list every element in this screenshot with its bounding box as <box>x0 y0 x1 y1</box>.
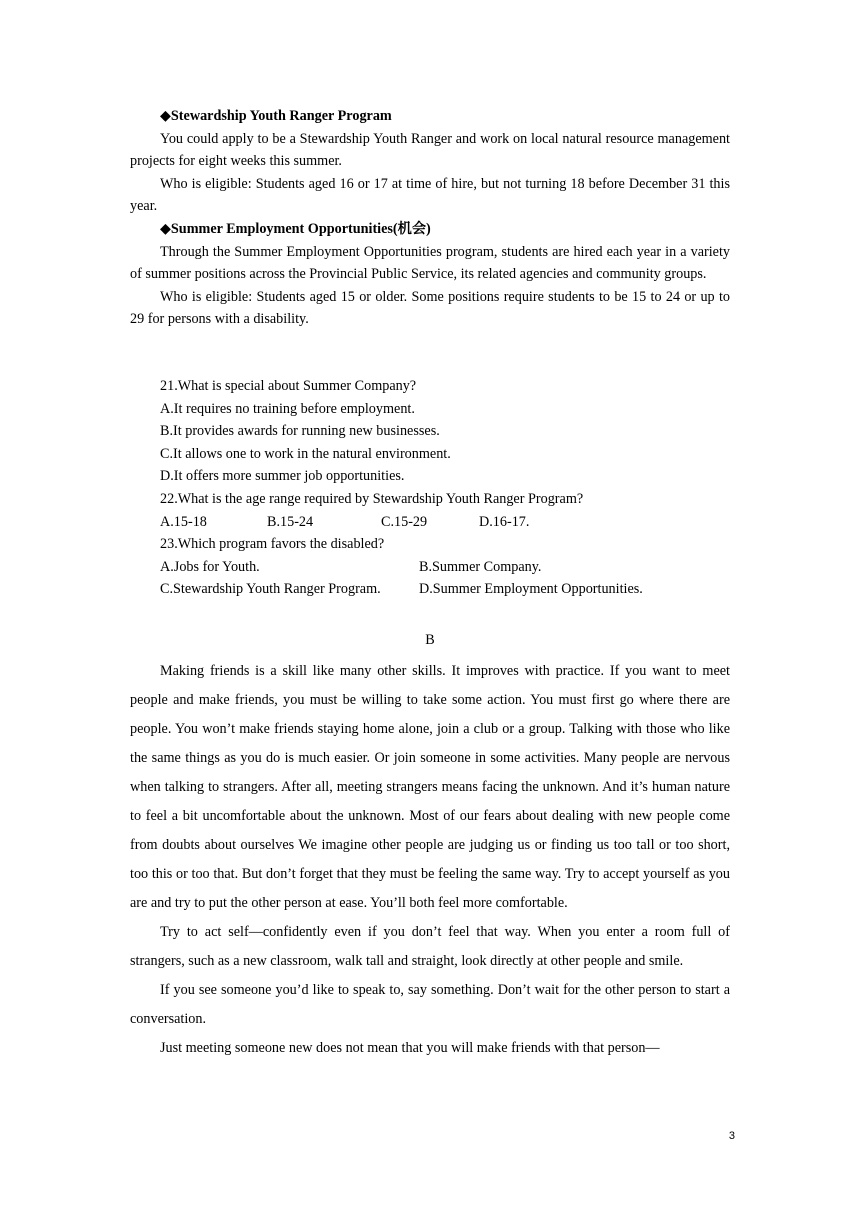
question-options-row <box>130 511 730 534</box>
question-stem: 22.What is the age range required by Stewardship Youth Ranger Program? <box>160 490 584 507</box>
question-22 <box>130 488 730 533</box>
passage-paragraph: Just meeting someone new does not mean that you will make friends with that person— <box>160 1039 660 1056</box>
question-option: D.Summer Employment Opportunities. <box>419 581 643 598</box>
document-page <box>130 105 730 1063</box>
question-option: B.Summer Company. <box>419 558 542 575</box>
question-option: D.16-17. <box>479 513 530 530</box>
question-21 <box>130 375 730 488</box>
question-options-row <box>130 556 730 579</box>
question-options-row <box>130 578 730 601</box>
question-option: A.Jobs for Youth. <box>160 558 260 575</box>
question-option: B.15-24 <box>267 513 314 530</box>
spacer <box>130 331 730 375</box>
question-option: A.15-18 <box>160 513 207 530</box>
question-option: A.It requires no training before employment. <box>160 400 415 417</box>
question-option: C.It allows one to work in the natural environment. <box>160 445 451 462</box>
question-stem: 23.Which program favors the disabled? <box>160 536 385 553</box>
question-stem: 21.What is special about Summer Company? <box>160 377 417 394</box>
question-23 <box>130 533 730 601</box>
program-eligibility-stewardship: Who is eligible: Students aged 16 or 17 at time of hire, but not turning 18 before December 31 this year. <box>130 175 730 215</box>
section-title: B <box>425 631 435 648</box>
question-option: C.15-29 <box>381 513 428 530</box>
page-number: 3 <box>728 1130 735 1142</box>
program-eligibility-summer-employment: Who is eligible: Students aged 15 or older. Some positions require students to be 15 to 24 or up to 29 for persons with a disability. <box>130 288 730 328</box>
program-description-stewardship: You could apply to be a Stewardship Youth Ranger and work on local natural resource management projects for eight weeks this summer. <box>130 130 730 170</box>
program-description-summer-employment: Through the Summer Employment Opportunities program, students are hired each year in a variety of summer positions across the Provincial Public Service, its related agencies and community groups. <box>130 243 730 283</box>
program-heading-summer-employment: ◆Summer Employment Opportunities(机会) <box>160 220 431 237</box>
program-heading-stewardship: ◆Stewardship Youth Ranger Program <box>160 108 392 124</box>
passage-paragraph: If you see someone you’d like to speak to, say something. Don’t wait for the other person to start a conversation. <box>130 981 730 1027</box>
question-option: C.Stewardship Youth Ranger Program. <box>160 581 381 598</box>
question-option: D.It offers more summer job opportunities. <box>160 468 405 485</box>
passage-paragraph: Making friends is a skill like many other skills. It improves with practice. If you want to meet people and make friends, you must be willing to take some action. You must first go where there are people. You won’t make friends staying home alone, join a club or a group. Talking with those who like the same things as you do is much easier. Or join someone in some activities. Many people are nervous when talking to strangers. After all, meeting strangers means facing the unknown. And it’s human nature to feel a bit uncomfortable about the unknown. Most of our fears about dealing with new people come from doubts about ourselves We imagine other people are judging us or finding us too tall or too short, too this or too that. But don’t forget that they must be feeling the same way. Try to accept yourself as you are and try to put the other person at ease. You’ll both feel more comfortable. <box>130 662 730 911</box>
passage-paragraph: Try to act self—confidently even if you don’t feel that way. When you enter a room full of strangers, such as a new classroom, walk tall and straight, look directly at other people and smile. <box>130 923 730 969</box>
question-option: B.It provides awards for running new businesses. <box>160 423 440 440</box>
